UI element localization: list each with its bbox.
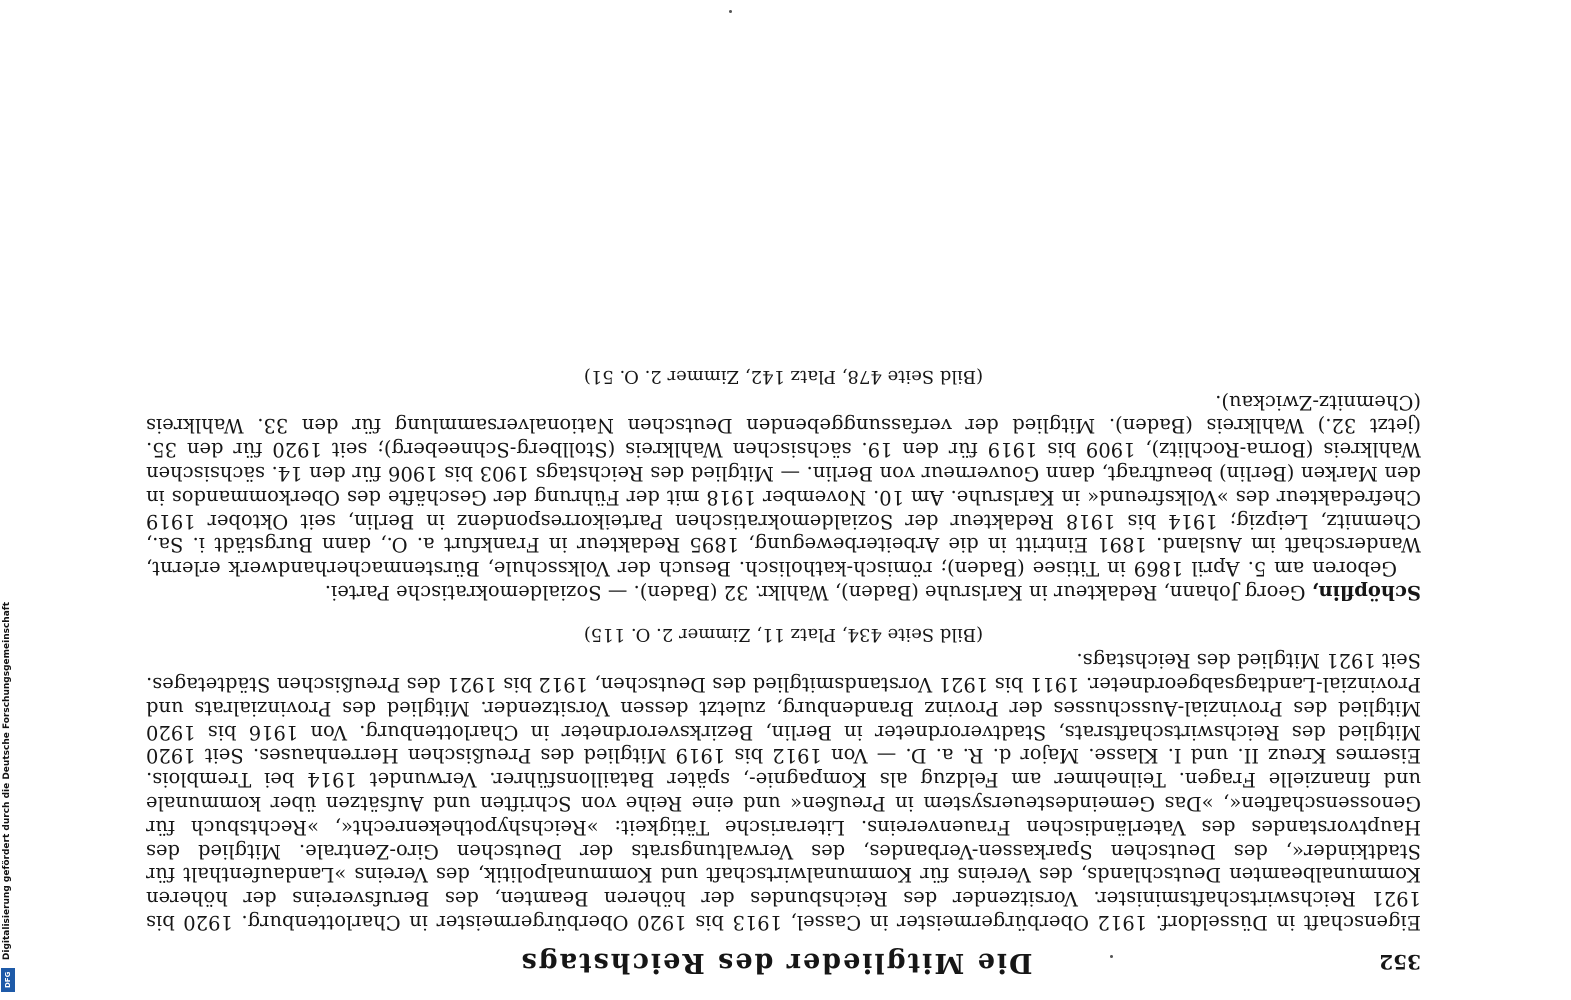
dfg-logo-icon: DFG xyxy=(1,968,15,992)
biography-entry-schoepflin xyxy=(146,364,1421,604)
page-header xyxy=(131,944,1421,978)
scan-speck xyxy=(1110,955,1113,958)
digitization-sidebar xyxy=(0,0,20,1000)
entry-reference: (Bild Seite 434, Platz 11, Zimmer 2. O. 115) xyxy=(583,624,984,646)
entry-name: Schöpflin, xyxy=(1311,581,1421,604)
entry-heading xyxy=(146,580,1421,604)
entry-text: Eigenschaft in Düsseldorf. 1912 Oberbürgermeister in Cassel, 1913 bis 1920 Oberbürgermeister in Charlottenburg. 1920 bis 1921 Reichswirtschaftsminister. Vorsitzender des Reichsbundes der höheren Beamten, des Berufsvereins der höheren Kommunalbeamten Deutschlands, des Vereins für Kommunalwirtschaft und Kommunalpolitik, des Vereins »Landaufenthalt für Stadtkinder«, des Deutschen Sparkassen-Verbandes, des Verwaltungsrats der Deutschen Giro-Zentrale. Mitglied des Hauptvorstandes des Vaterländischen Frauenvereins. Literarische Tätigkeit: »Reichshypothekenrecht«, »Rechtsbuch für Genossenschaften«, »Das Gemeindesteuersystem in Preußen« und eine Reihe von Schriften und Aufsätzen über kommunale und finanzielle Fragen. Teilnehmer am Feldzug als Kompagnie-, später Bataillonsführer. Verwundet 1914 bei Tremblois. Eisernes Kreuz II. und I. Klasse. Major d. R. a. D. — Von 1912 bis 1919 Mitglied des Preußischen Herrenhauses. Seit 1920 Mitglied des Reichswirtschaftsrats, Stadtverordneter in Berlin, Bezirksverordneter in Charlottenburg. Von 1916 bis 1920 Mitglied des Provinzial-Ausschusses der Provinz Brandenburg, zuletzt dessen Vorsitzender. Mitglied des Provinzialrats und Provinzial-Landtagsabgeordneter. 1911 bis 1921 Vorstandsmitglied des Deutschen, 1912 bis 1921 des Preußischen Städtetages. Seit 1921 Mitglied des Reichstags. xyxy=(146,649,1421,934)
page-number: 352 xyxy=(1379,950,1421,974)
entry-heading-rest: Georg Johann, Redakteur in Karlsruhe (Baden), Wahlkr. 32 (Baden). — Sozialdemokratische Partei. xyxy=(324,581,1306,604)
funding-credit: Digitalisierung gefördert durch die Deutsche Forschungsgemeinschaft xyxy=(2,601,12,960)
scan-speck xyxy=(729,10,732,13)
entry-text: Geboren am 5. April 1869 in Titisee (Baden); römisch-katholisch. Besuch der Volksschule, Bürstenmacherhandwerk erlernt, Wanderschaft im Ausland. 1891 Eintritt in die Arbeiterbewegung, 1895 Redakteur in Frankfurt a. O., dann Burgstädt i. Sa., Chemnitz, Leipzig; 1914 bis 1918 Redakteur der Sozialdemokratischen Parteikorrespondenz in Berlin, seit Oktober 1919 Chefredakteur des »Volksfreund« in Karlsruhe. Am 10. November 1918 mit der Führung der Geschäfte des Oberkommandos in den Marken (Berlin) beauftragt, dann Gouverneur von Berlin. — Mitglied des Reichstags 1903 bis 1906 für den 14. sächsischen Wahlkreis (Borna-Rochlitz), 1909 bis 1919 für den 19. sächsischen Wahlkreis (Stollberg-Schneeberg); seit 1920 für den 35. (jetzt 32.) Wahlkreis (Baden). Mitglied der verfassunggebenden Deutschen Nationalversammlung für den 33. Wahlkreis (Chemnitz-Zwickau). xyxy=(146,390,1421,581)
running-head: Die Mitglieder des Reichstags xyxy=(519,947,1033,978)
biography-entry-continued xyxy=(146,623,1421,934)
entry-reference: (Bild Seite 478, Platz 142, Zimmer 2. O. 51) xyxy=(583,365,984,387)
